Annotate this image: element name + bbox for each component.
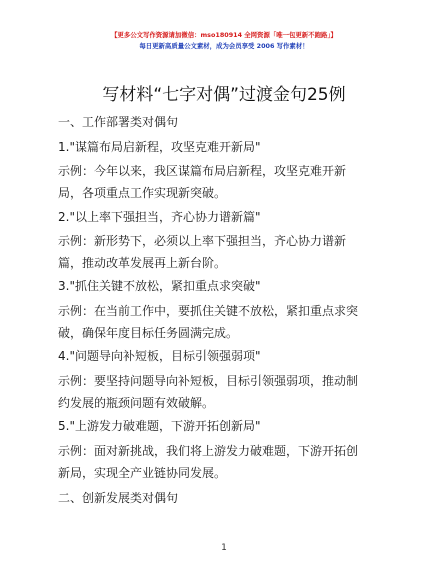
example-line: 局，各项重点工作实现新突破。	[58, 186, 227, 200]
example-line: 示例：面对新挑战，我们将上游发力破难题，下游开拓创	[58, 444, 359, 458]
example-line: 示例：新形势下，必须以上率下强担当，齐心协力谱新	[58, 234, 347, 248]
phrase-item: 2."以上率下强担当，齐心协力谱新篇"	[58, 210, 261, 224]
phrase-item: 4."问题导向补短板，目标引领强弱项"	[58, 349, 261, 363]
example-line: 示例：在当前工作中，要抓住关键不放松，紧扣重点求突	[58, 304, 359, 318]
phrase-item: 5."上游发力破难题，下游开拓创新局"	[58, 419, 261, 433]
example-line: 破，确保年度目标任务圆满完成。	[58, 326, 239, 340]
example-line: 约发展的瓶颈问题有效破解。	[58, 396, 215, 410]
example-line: 新局，实现全产业链协同发展。	[58, 466, 227, 480]
example-line: 示例：要坚持问题导向补短板，目标引领强弱项，推动制	[58, 374, 359, 388]
example-line: 示例：今年以来，我区谋篇布局启新程，攻坚克难开新	[58, 164, 347, 178]
phrase-item: 3."抓住关键不放松，紧扣重点求突破"	[58, 279, 261, 293]
section-heading: 一、工作部署类对偶句	[58, 115, 179, 129]
page-number: 1	[221, 543, 227, 553]
example-line: 篇，推动改革发展再上新台阶。	[58, 256, 227, 270]
header-promo-line: 【更多公文写作资源请加微信：mso180914 全网资源「唯一包更新不跑路」】	[111, 31, 337, 39]
document-title: 写材料“七字对偶”过渡金句25例	[102, 85, 346, 105]
section-heading: 二、创新发展类对偶句	[58, 491, 179, 505]
phrase-item: 1."谋篇布局启新程，攻坚克难开新局"	[58, 140, 261, 154]
header-subtitle-line: 每日更新高质量公文素材，成为会员享受 2006 写作素材！	[139, 42, 309, 50]
